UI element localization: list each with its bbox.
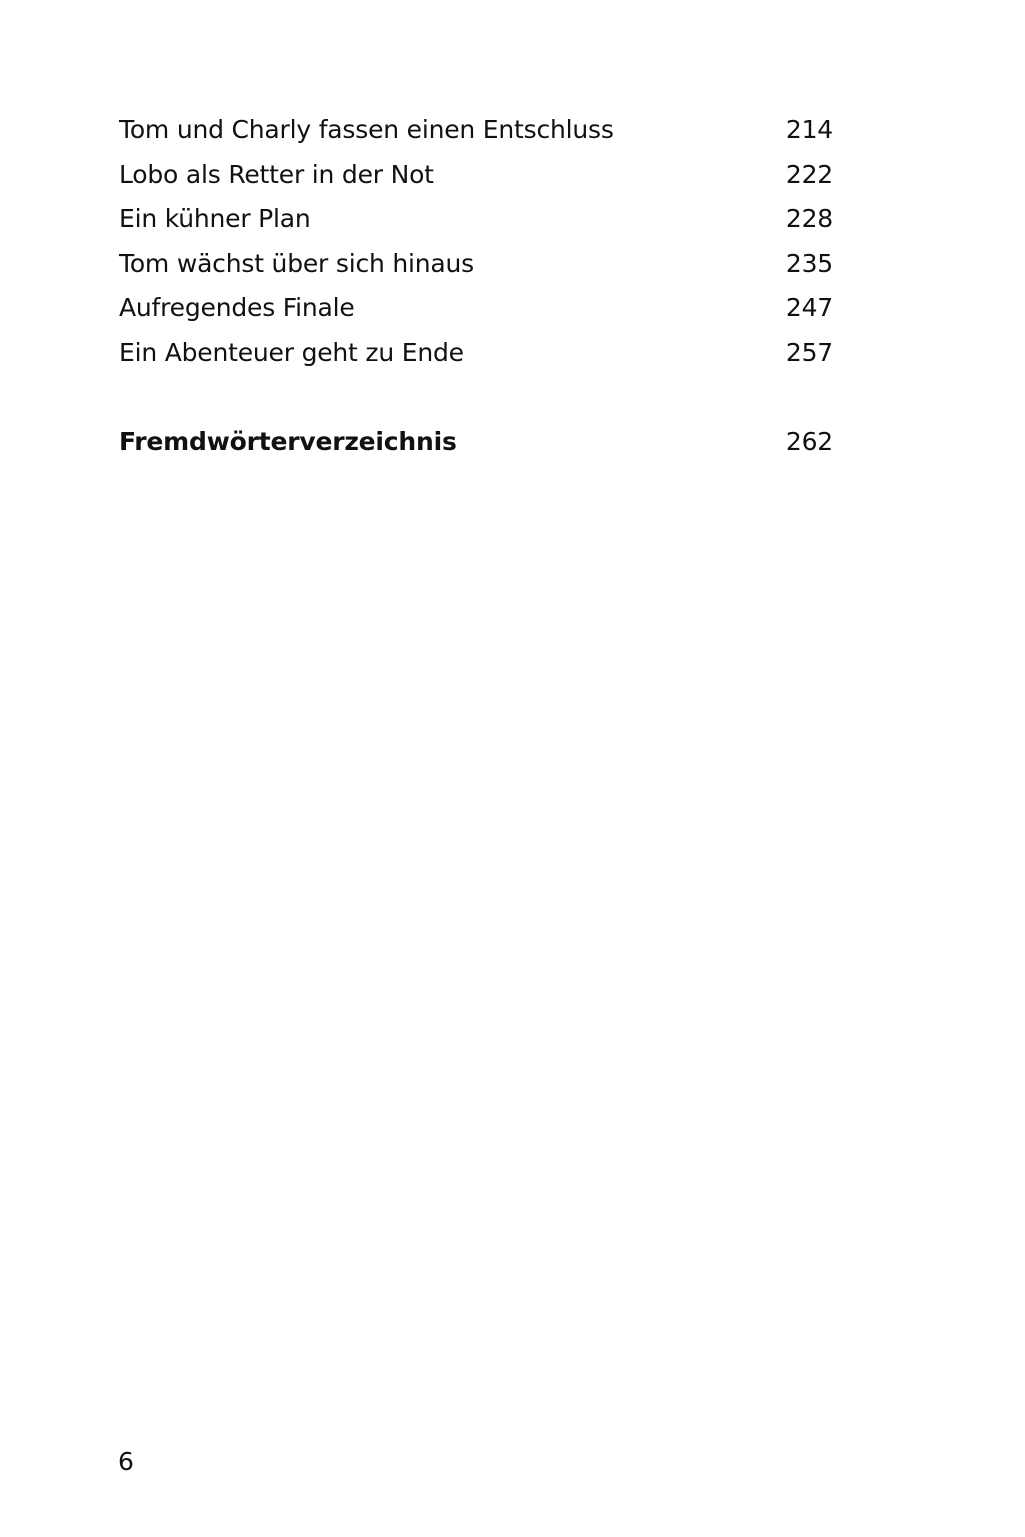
toc-entry-page: 257 [785, 337, 833, 367]
toc-entry-title: Aufregendes Finale [119, 293, 355, 322]
toc-entry-page: 214 [785, 115, 833, 144]
toc-appendix-title: Fremdwörterverzeichnis [119, 426, 457, 456]
table-of-contents [119, 108, 833, 464]
toc-entry-title: Tom wächst über sich hinaus [119, 248, 475, 278]
toc-entry [119, 197, 833, 242]
toc-entry [119, 108, 833, 153]
toc-entry [119, 242, 833, 287]
toc-appendix-entry [119, 420, 833, 465]
toc-entry-title: Ein Abenteuer geht zu Ende [119, 337, 464, 367]
toc-appendix-page: 262 [785, 426, 833, 456]
toc-entry-page: 228 [785, 204, 833, 233]
toc-entry-page: 235 [785, 248, 833, 278]
toc-entry-title: Lobo als Retter in der Not [119, 159, 434, 189]
page-number: 6 [118, 1447, 134, 1476]
toc-entry [119, 286, 833, 331]
toc-entry-page: 247 [785, 293, 833, 322]
toc-entry-title: Tom und Charly fassen einen Entschluss [119, 115, 614, 144]
toc-entry-title: Ein kühner Plan [119, 204, 311, 233]
toc-spacer [119, 375, 833, 420]
toc-entry [119, 331, 833, 376]
toc-entry-page: 222 [785, 159, 833, 189]
toc-entry [119, 153, 833, 198]
